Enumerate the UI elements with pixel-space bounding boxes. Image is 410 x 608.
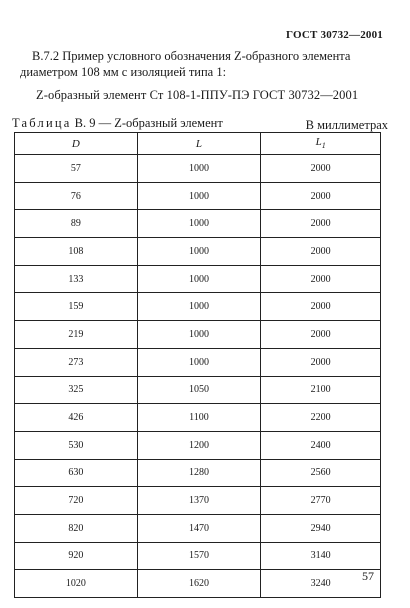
table-row	[15, 459, 381, 487]
cell-l1: 2000	[261, 265, 381, 293]
cell-l1: 2940	[261, 514, 381, 542]
table-caption	[12, 116, 223, 131]
table-row	[15, 321, 381, 349]
cell-l: 1000	[137, 210, 261, 238]
cell-l1: 2000	[261, 293, 381, 321]
standard-code-header: ГОСТ 30732—2001	[286, 29, 383, 41]
cell-l: 1000	[137, 182, 261, 210]
header-l1-sub: 1	[321, 141, 326, 151]
page-number: 57	[362, 569, 374, 583]
table-row	[15, 404, 381, 432]
table-row	[15, 238, 381, 266]
header-d: D	[15, 133, 138, 155]
cell-l: 1050	[137, 376, 261, 404]
table-row	[15, 210, 381, 238]
cell-l1: 2000	[261, 348, 381, 376]
cell-l: 1000	[137, 155, 261, 183]
header-l1	[261, 133, 381, 155]
cell-l: 1000	[137, 265, 261, 293]
cell-d: 57	[15, 155, 138, 183]
cell-l: 1000	[137, 321, 261, 349]
cell-d: 159	[15, 293, 138, 321]
cell-l: 1000	[137, 348, 261, 376]
table-row	[15, 348, 381, 376]
cell-d: 720	[15, 487, 138, 515]
designation-example: Z-образный элемент Ст 108-1-ППУ-ПЭ ГОСТ 30732—2001	[36, 88, 359, 102]
cell-d: 325	[15, 376, 138, 404]
cell-l1: 2000	[261, 182, 381, 210]
header-l1-main: L	[315, 136, 322, 149]
cell-l1: 2000	[261, 238, 381, 266]
cell-l1: 2100	[261, 376, 381, 404]
cell-d: 1020	[15, 570, 138, 598]
cell-d: 219	[15, 321, 138, 349]
cell-l1: 2400	[261, 431, 381, 459]
cell-l: 1620	[137, 570, 261, 598]
cell-d: 820	[15, 514, 138, 542]
cell-d: 273	[15, 348, 138, 376]
table-row	[15, 431, 381, 459]
table-body	[15, 155, 381, 598]
cell-l1: 2560	[261, 459, 381, 487]
table-row	[15, 570, 381, 598]
cell-l1: 3140	[261, 542, 381, 570]
cell-l: 1280	[137, 459, 261, 487]
table-header-row	[15, 133, 381, 155]
header-l: L	[137, 133, 261, 155]
cell-d: 89	[15, 210, 138, 238]
cell-l1: 2000	[261, 155, 381, 183]
table-row	[15, 487, 381, 515]
cell-l: 1570	[137, 542, 261, 570]
cell-d: 108	[15, 238, 138, 266]
table-row	[15, 265, 381, 293]
example-paragraph	[20, 48, 390, 80]
cell-d: 76	[15, 182, 138, 210]
cell-l: 1000	[137, 293, 261, 321]
example-paragraph-text: В.7.2 Пример условного обозначения Z-образного элемента диаметром 108 мм с изоляцией типа 1:	[20, 49, 351, 79]
cell-l1: 3240	[261, 570, 381, 598]
cell-d: 426	[15, 404, 138, 432]
table-caption-title: В. 9 — Z-образный элемент	[74, 116, 223, 130]
cell-l1: 2200	[261, 404, 381, 432]
table-row	[15, 155, 381, 183]
cell-l: 1100	[137, 404, 261, 432]
table-row	[15, 293, 381, 321]
table-row	[15, 182, 381, 210]
cell-l: 1370	[137, 487, 261, 515]
cell-d: 133	[15, 265, 138, 293]
table-units: В миллиметрах	[305, 118, 388, 132]
cell-d: 530	[15, 431, 138, 459]
cell-l: 1470	[137, 514, 261, 542]
cell-d: 920	[15, 542, 138, 570]
cell-l1: 2770	[261, 487, 381, 515]
table-row	[15, 514, 381, 542]
cell-l: 1000	[137, 238, 261, 266]
cell-d: 630	[15, 459, 138, 487]
table-row	[15, 542, 381, 570]
cell-l1: 2000	[261, 321, 381, 349]
cell-l1: 2000	[261, 210, 381, 238]
table-caption-word: Таблица	[12, 116, 72, 130]
table-row	[15, 376, 381, 404]
cell-l: 1200	[137, 431, 261, 459]
dimensions-table	[14, 132, 381, 598]
